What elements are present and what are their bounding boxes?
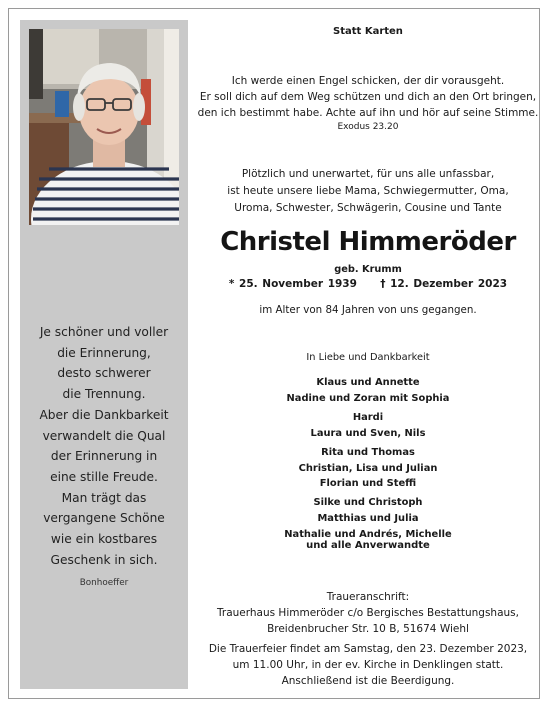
mourning-address (196, 590, 540, 638)
address-line: Traueranschrift: (326, 591, 410, 603)
quote-line: eine stille Freude. (50, 469, 158, 484)
quote-line: desto schwerer (57, 366, 151, 381)
announcement-line: Plötzlich und unerwartet, für uns alle unfassbar, (241, 168, 495, 180)
quote-line: verwandelt die Qual (42, 428, 166, 443)
funeral-line: Anschließend ist die Beerdigung. (281, 674, 455, 687)
mourner-line: Laura und Sven, Nils (310, 427, 426, 439)
mourner-line: Florian und Steffi (319, 478, 417, 490)
quote-line: Man trägt das (61, 490, 147, 505)
mourner-line: Silke und Christoph (313, 497, 423, 509)
quote-line: Aber die Dankbarkeit (39, 407, 169, 422)
verse-source: Exodus 23.20 (337, 122, 399, 132)
mourner-line: Nathalie und Andrés, Michelle (284, 529, 452, 541)
death-date: † 12. Dezember 2023 (380, 278, 508, 290)
mourner-group (196, 410, 540, 442)
quote-line: die Trennung. (62, 387, 146, 402)
mourners-intro: In Liebe und Dankbarkeit (306, 352, 430, 363)
funeral-info (196, 642, 540, 690)
mourner-group (196, 495, 540, 543)
quote (20, 322, 188, 570)
quote-line: Geschenk in sich. (50, 552, 158, 567)
verse-line: Ich werde einen Engel schicken, der dir vorausgeht. (231, 75, 505, 87)
portrait-photo (29, 29, 179, 225)
funeral-line: um 11.00 Uhr, in der ev. Kirche in Denklingen statt. (232, 658, 504, 671)
mourner-line: Christian, Lisa und Julian (298, 462, 438, 474)
mourner-line: Rita und Thomas (321, 446, 415, 458)
quote-author: Bonhoeffer (79, 578, 129, 588)
mourner-line: Hardi (352, 411, 384, 423)
verse-line: den ich bestimmt habe. Achte auf ihn und hör auf seine Stimme. (197, 107, 539, 119)
mourner-group (196, 375, 540, 407)
header-statt-karten: Statt Karten (333, 26, 403, 37)
deceased-name: Christel Himmeröder (220, 227, 516, 257)
mourners-closing: und alle Anverwandte (306, 540, 430, 551)
mourner-line: Nadine und Zoran mit Sophia (286, 392, 450, 404)
quote-line: wie ein kostbares (50, 532, 158, 547)
life-dates (196, 278, 540, 290)
quote-line: Je schöner und voller (39, 325, 169, 339)
announcement-line: ist heute unsere liebe Mama, Schwiegermutter, Oma, (227, 184, 509, 197)
address-line: Trauerhaus Himmeröder c/o Bergisches Bestattungshaus, (217, 606, 519, 619)
mourners-list (196, 375, 540, 543)
birth-name: geb. Krumm (334, 264, 402, 275)
quote-line: vergangene Schöne (43, 511, 165, 526)
funeral-line: Die Trauerfeier findet am Samstag, den 23. Dezember 2023, (208, 643, 528, 655)
announcement-line: Uroma, Schwester, Schwägerin, Cousine und Tante (234, 201, 502, 214)
age-line: im Alter von 84 Jahren von uns gegangen. (259, 304, 477, 316)
birth-date: * 25. November 1939 (228, 278, 357, 290)
address-line: Breidenbrucher Str. 10 B, 51674 Wiehl (267, 622, 469, 635)
verse-line: Er soll dich auf dem Weg schützen und dich an den Ort bringen, (199, 91, 537, 103)
mourner-line: Klaus und Annette (316, 377, 420, 388)
mourner-group (196, 445, 540, 493)
announcement-text (196, 166, 540, 216)
quote-line: die Erinnerung, (57, 345, 151, 360)
bible-verse (196, 73, 540, 121)
quote-line: der Erinnerung in (50, 449, 158, 464)
mourner-line: Matthias und Julia (317, 513, 419, 525)
